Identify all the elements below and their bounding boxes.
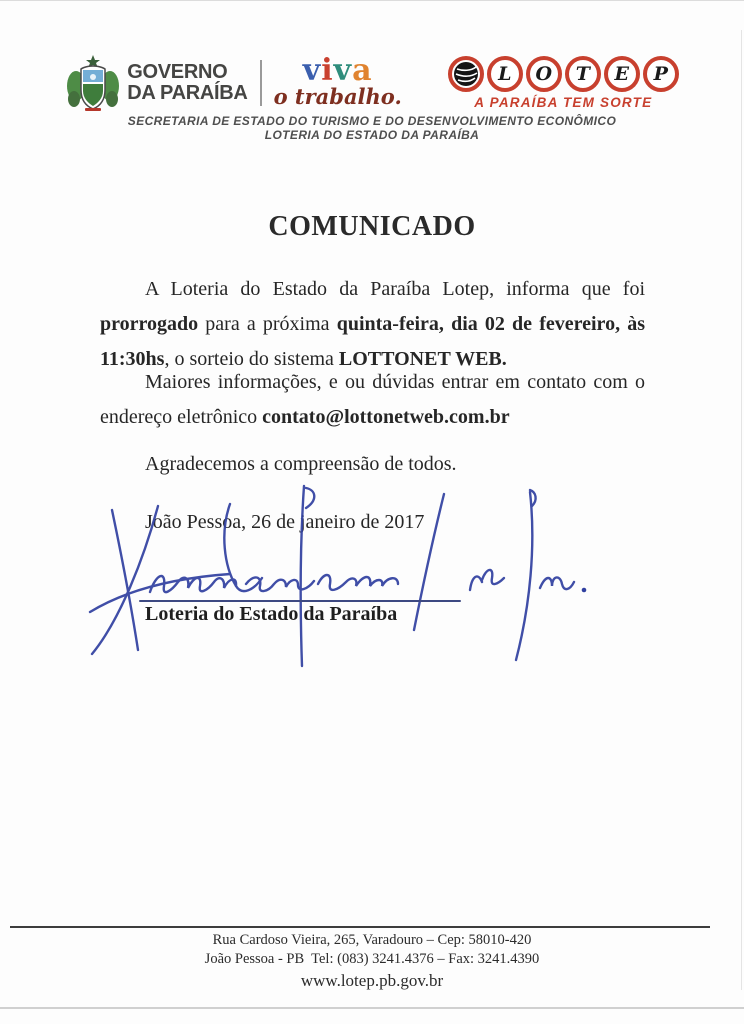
- footer-address: Rua Cardoso Vieira, 265, Varadouro – Cep: 58010-420: [212, 932, 532, 948]
- paragraph-line: Maiores informações, e ou dúvidas entrar em contato com o: [145, 371, 645, 393]
- viva-letter: a: [352, 53, 373, 88]
- viva-letter: v: [333, 53, 353, 88]
- lotep-letter-circle: E: [604, 56, 640, 92]
- scan-edge-bottom: [0, 1007, 744, 1009]
- paragraph-contact: [100, 365, 645, 435]
- scan-edge-right: [741, 30, 742, 990]
- logo-divider: [260, 60, 262, 106]
- date-line: João Pessoa, 26 de janeiro de 2017: [145, 511, 425, 533]
- viva-letter: i: [321, 53, 334, 88]
- lotep-logo: [448, 56, 679, 110]
- paragraph-line: 11:30hs, o sorteio do sistema LOTTONET WEB.: [100, 348, 507, 370]
- footer: [0, 931, 744, 992]
- secretaria-line2: LOTERIA DO ESTADO DA PARAÍBA: [264, 128, 480, 142]
- viva-letter: v: [302, 53, 322, 88]
- lotep-letter-circle: O: [526, 56, 562, 92]
- paragraph-line: A Loteria do Estado da Paraíba Lotep, informa que foi: [145, 278, 645, 300]
- paragraph-line: prorrogado para a próxima quinta-feira, dia 02 de fevereiro, às: [100, 313, 645, 335]
- footer-phone: João Pessoa - PB Tel: (083) 3241.4376 – Fax: 3241.4390: [204, 951, 540, 967]
- secretaria-line1: SECRETARIA DE ESTADO DO TURISMO E DO DESENVOLVIMENTO ECONÔMICO: [127, 114, 617, 128]
- document-title: COMUNICADO: [268, 211, 476, 242]
- lotep-letter-circle: T: [565, 56, 601, 92]
- lotep-letter-circle: L: [487, 56, 523, 92]
- paragraph-line: Agradecemos a compreensão de todos.: [145, 453, 457, 475]
- paragraph-announcement: [100, 272, 645, 377]
- secretaria-header: [0, 114, 744, 142]
- lottery-ball-icon: [448, 56, 484, 92]
- viva-wordmark: [302, 53, 373, 88]
- governo-line1: GOVERNO: [127, 61, 228, 83]
- letterhead: [0, 54, 744, 112]
- lotep-circles: [448, 56, 679, 92]
- governo-line2: DA PARAÍBA: [127, 82, 248, 104]
- governo-wordmark: [127, 62, 247, 104]
- governo-da-paraiba-logo: [65, 54, 247, 112]
- lotep-tagline: A PARAÍBA TEM SORTE: [474, 95, 653, 110]
- viva-tagline: o trabalho.: [273, 84, 402, 109]
- paragraph-line: endereço eletrônico contato@lottonetweb.com.br: [100, 406, 510, 428]
- footer-divider: [10, 926, 710, 928]
- paragraph-thanks: [100, 447, 645, 482]
- paraiba-crest-icon: [65, 54, 121, 112]
- footer-website: www.lotep.pb.gov.br: [300, 971, 444, 990]
- lotep-letter-circle: P: [643, 56, 679, 92]
- scan-edge-top: [0, 0, 744, 1]
- viva-o-trabalho-logo: [273, 53, 402, 109]
- signer-name: Loteria do Estado da Paraíba: [145, 603, 398, 625]
